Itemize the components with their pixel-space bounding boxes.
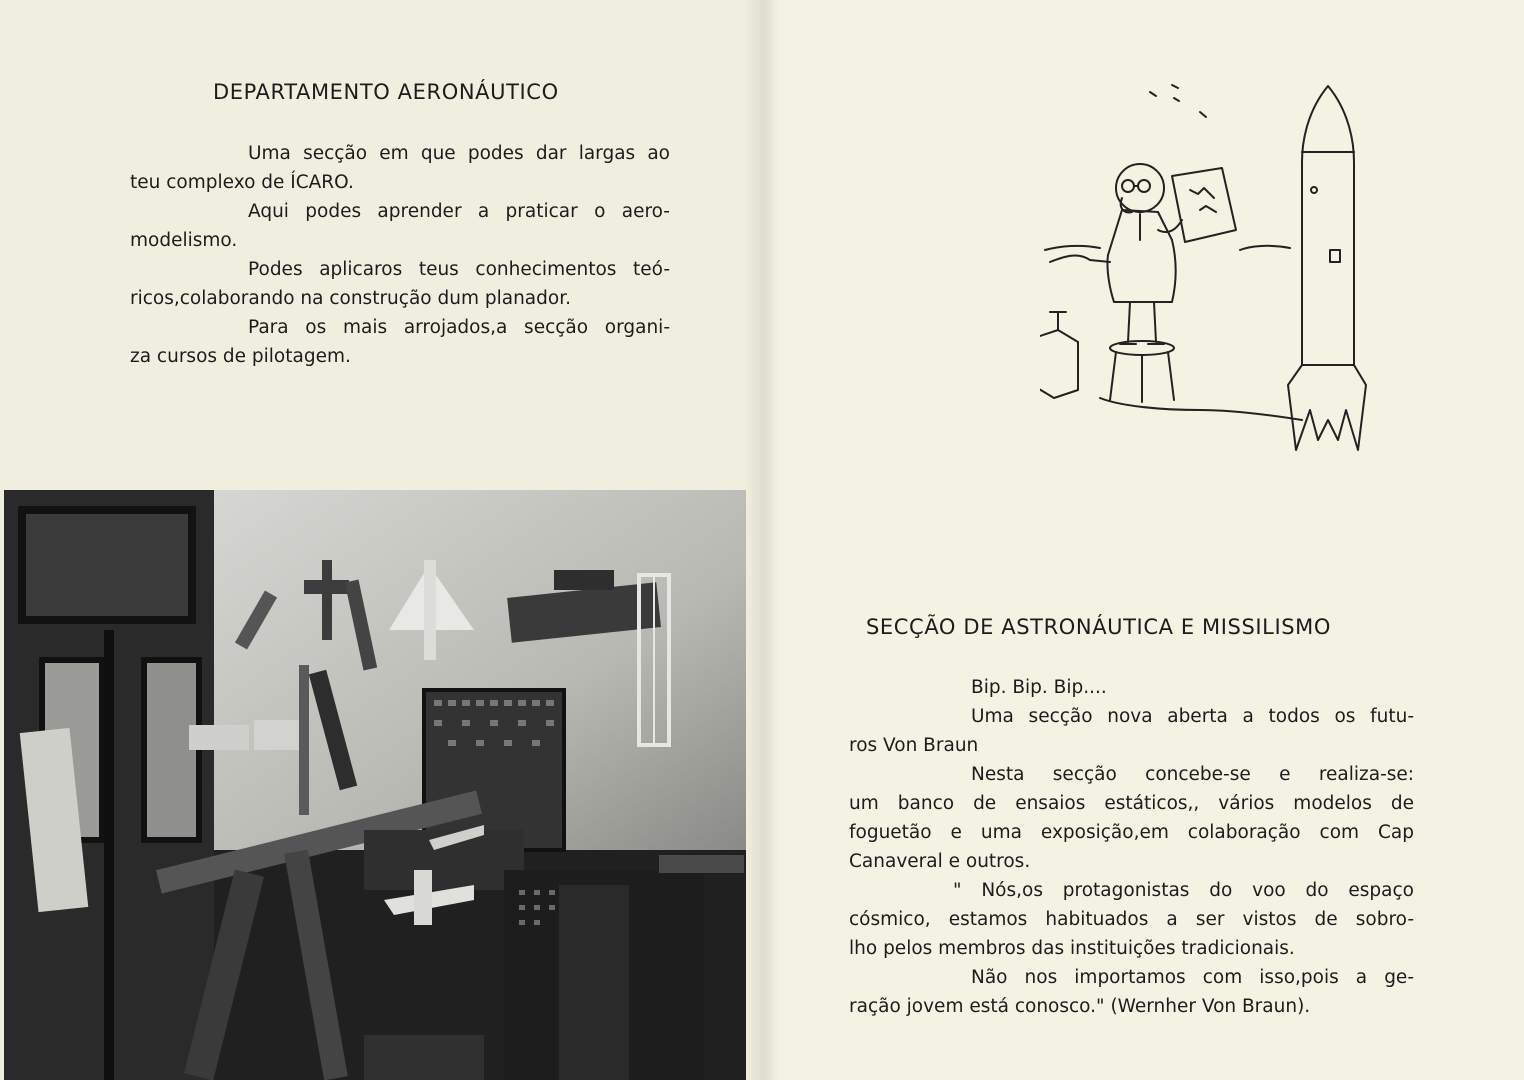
astronautics-text bbox=[849, 673, 1414, 1021]
aeronautics-heading: DEPARTAMENTO AERONÁUTICO bbox=[213, 80, 559, 104]
text-line: ros Von Braun bbox=[849, 735, 979, 756]
workshop-photo bbox=[4, 490, 746, 1080]
photo-graphic bbox=[4, 490, 746, 1080]
text-line: Para os mais arrojados,a secção organi- bbox=[248, 317, 670, 338]
text-line: foguetão e uma exposição,em colaboração com Cap bbox=[849, 822, 1414, 843]
text-line: za cursos de pilotagem. bbox=[130, 346, 351, 367]
text-line: Aqui podes aprender a praticar o aero- bbox=[248, 201, 670, 222]
text-line: Podes aplicaros teus conhecimentos teó- bbox=[248, 259, 670, 280]
text-line: cósmico, estamos habituados a ser vistos de sobro- bbox=[849, 909, 1414, 930]
text-line: Uma secção nova aberta a todos os futu- bbox=[971, 706, 1414, 727]
aeronautics-text bbox=[130, 139, 670, 371]
text-line: Nesta secção concebe-se e realiza-se: bbox=[971, 764, 1414, 785]
text-line: Canaveral e outros. bbox=[849, 851, 1031, 872]
book-spine bbox=[745, 0, 779, 1080]
text-line: teu complexo de ÍCARO. bbox=[130, 172, 354, 193]
astronautics-heading: SECÇÃO DE ASTRONÁUTICA E MISSILISMO bbox=[866, 615, 1332, 639]
text-line: lho pelos membros das instituições tradicionais. bbox=[849, 938, 1295, 959]
text-line: modelismo. bbox=[130, 230, 238, 251]
text-line: " Nós,os protagonistas do voo do espaço bbox=[953, 880, 1414, 901]
text-line: Bip. Bip. Bip.... bbox=[971, 677, 1107, 698]
text-line: Não nos importamos com isso,pois a ge- bbox=[971, 967, 1414, 988]
text-line: ração jovem está conosco." (Wernher Von Braun). bbox=[849, 996, 1311, 1017]
text-line: um banco de ensaios estáticos,, vários modelos de bbox=[849, 793, 1414, 814]
cartoon-graphic bbox=[1040, 80, 1370, 465]
text-line: ricos,colaborando na construção dum planador. bbox=[130, 288, 571, 309]
rocket-cartoon bbox=[1040, 80, 1370, 465]
text-line: Uma secção em que podes dar largas ao bbox=[248, 143, 670, 164]
